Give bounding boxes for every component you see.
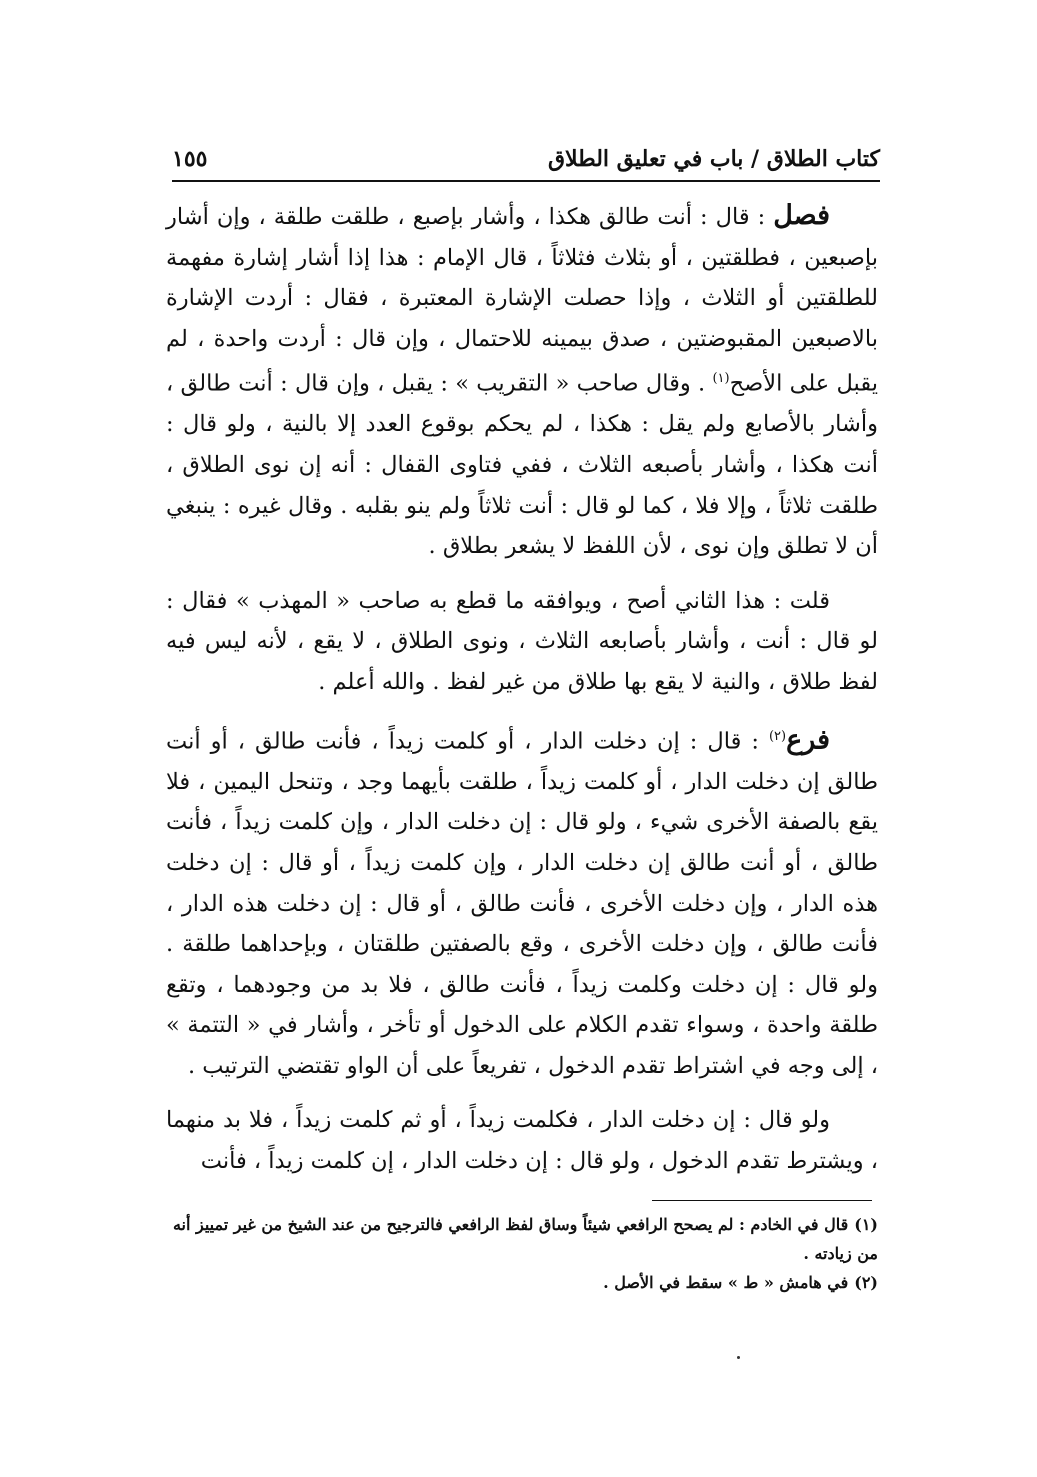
footnote-ref: (٢) — [768, 728, 787, 744]
paragraph-text: قلت : هذا الثاني أصح ، ويوافقه ما قطع به صاحب « المهذب » فقال : لو قال : أنت ، وأشار بأصابعه الثلاث ، ونوى الطلاق ، لا يقع ، لأنه ليس فيه لفظ طلاق ، والنية لا يقع بها طلاق من غير لفظ . والله أعلم . — [166, 587, 878, 696]
paragraph-text-continued: . وقال صاحب « التقريب » : يقبل ، وإن قال : أنت طالق ، وأشار بالأصابع ولم يقل : هكذا ، لم يحكم بوقوع العدد إلا بالنية ، ولو قال : أنت هكذا ، وأشار بأصبعه الثلاث ، ففي فتاوى القفال : أنه إن نوى الطلاق ، طلقت ثلاثاً ، وإلا فلا ، كما لو قال : أنت ثلاثاً ولم ينو بقلبه . وقال غيره : ينبغي أن لا تطلق وإن نوى ، لأن اللفظ لا يشعر بطلاق . — [166, 370, 878, 560]
main-text — [166, 196, 878, 1182]
footnote-number: (٢) — [854, 1273, 878, 1292]
footnote-text: في هامش « ط » سقط في الأصل . — [603, 1273, 849, 1292]
print-speck — [737, 1356, 740, 1359]
paragraph-text: : قال : إن دخلت الدار ، أو كلمت زيداً ، فأنت طالق ، أو أنت طالق إن دخلت الدار ، أو كلمت زيداً ، طلقت بأيهما وجد ، وتنحل اليمين ، فلا يقع بالصفة الأخرى شيء ، ولو قال : إن دخلت الدار ، وإن كلمت زيداً ، فأنت طالق ، أو أنت طالق إن دخلت الدار ، وإن كلمت زيداً ، أو قال : إن دخلت هذه الدار ، وإن دخلت الأخرى ، فأنت طالق ، أو قال : إن دخلت هذه الدار ، فأنت طالق ، وإن دخلت الأخرى ، وقع بالصفتين طلقتان ، وبإحداهما طلقة . ولو قال : إن دخلت وكلمت زيداً ، فأنت طالق ، فلا بد من وجودهما ، وتقع طلقة واحدة ، وسواء تقدم الكلام على الدخول أو تأخر ، وأشار في « التتمة » ، إلى وجه في اشتراط تقدم الدخول ، تفريعاً على أن الواو تقتضي الترتيب . — [166, 728, 879, 1079]
paragraph-text: : قال : أنت طالق هكذا ، وأشار بإصبع ، طلقت طلقة ، وإن أشار بإصبعين ، فطلقتين ، أو بثلاث فثلاثاً ، قال الإمام : هذا إذا أشار إشارة مفهمة للطلقتين أو الثلاث ، وإذا حصلت الإشارة المعتبرة ، فقال : أردت الإشارة بالاصبعين المقبوضتين ، صدق بيمينه للاحتمال ، وإن قال : أردت واحدة ، لم يقبل على الأصح — [166, 204, 878, 397]
paragraph-qultu — [166, 581, 878, 703]
footnote-rule — [652, 1200, 872, 1201]
header-rule — [172, 180, 880, 182]
paragraph-fasl — [166, 196, 878, 567]
footnotes — [166, 1210, 878, 1297]
footnote-number: (١) — [854, 1215, 878, 1234]
footnote-text: قال في الخادم : لم يصحح الرافعي شيئاً وساق لفظ الرافعي فالترجيح من عند الشيخ من غير تمييز أنه من زيادته . — [172, 1215, 878, 1263]
footnote-item — [166, 1210, 878, 1268]
page-number: ١٥٥ — [172, 146, 208, 172]
running-header — [172, 142, 880, 176]
footnote-ref: (١) — [712, 371, 730, 387]
footnote-item — [166, 1268, 878, 1297]
paragraph-text: ولو قال : إن دخلت الدار ، فكلمت زيداً ، أو ثم كلمت زيداً ، فلا بد منهما ، ويشترط تقدم الدخول ، ولو قال : إن دخلت الدار ، إن كلمت زيداً ، فأنت — [166, 1107, 878, 1175]
chapter-title: كتاب الطلاق / باب في تعليق الطلاق — [547, 146, 880, 172]
section-lead-word: فرع — [786, 724, 830, 756]
paragraph-walaw — [166, 1100, 878, 1181]
paragraph-far — [166, 717, 878, 1087]
section-lead-word: فصل — [773, 200, 830, 231]
